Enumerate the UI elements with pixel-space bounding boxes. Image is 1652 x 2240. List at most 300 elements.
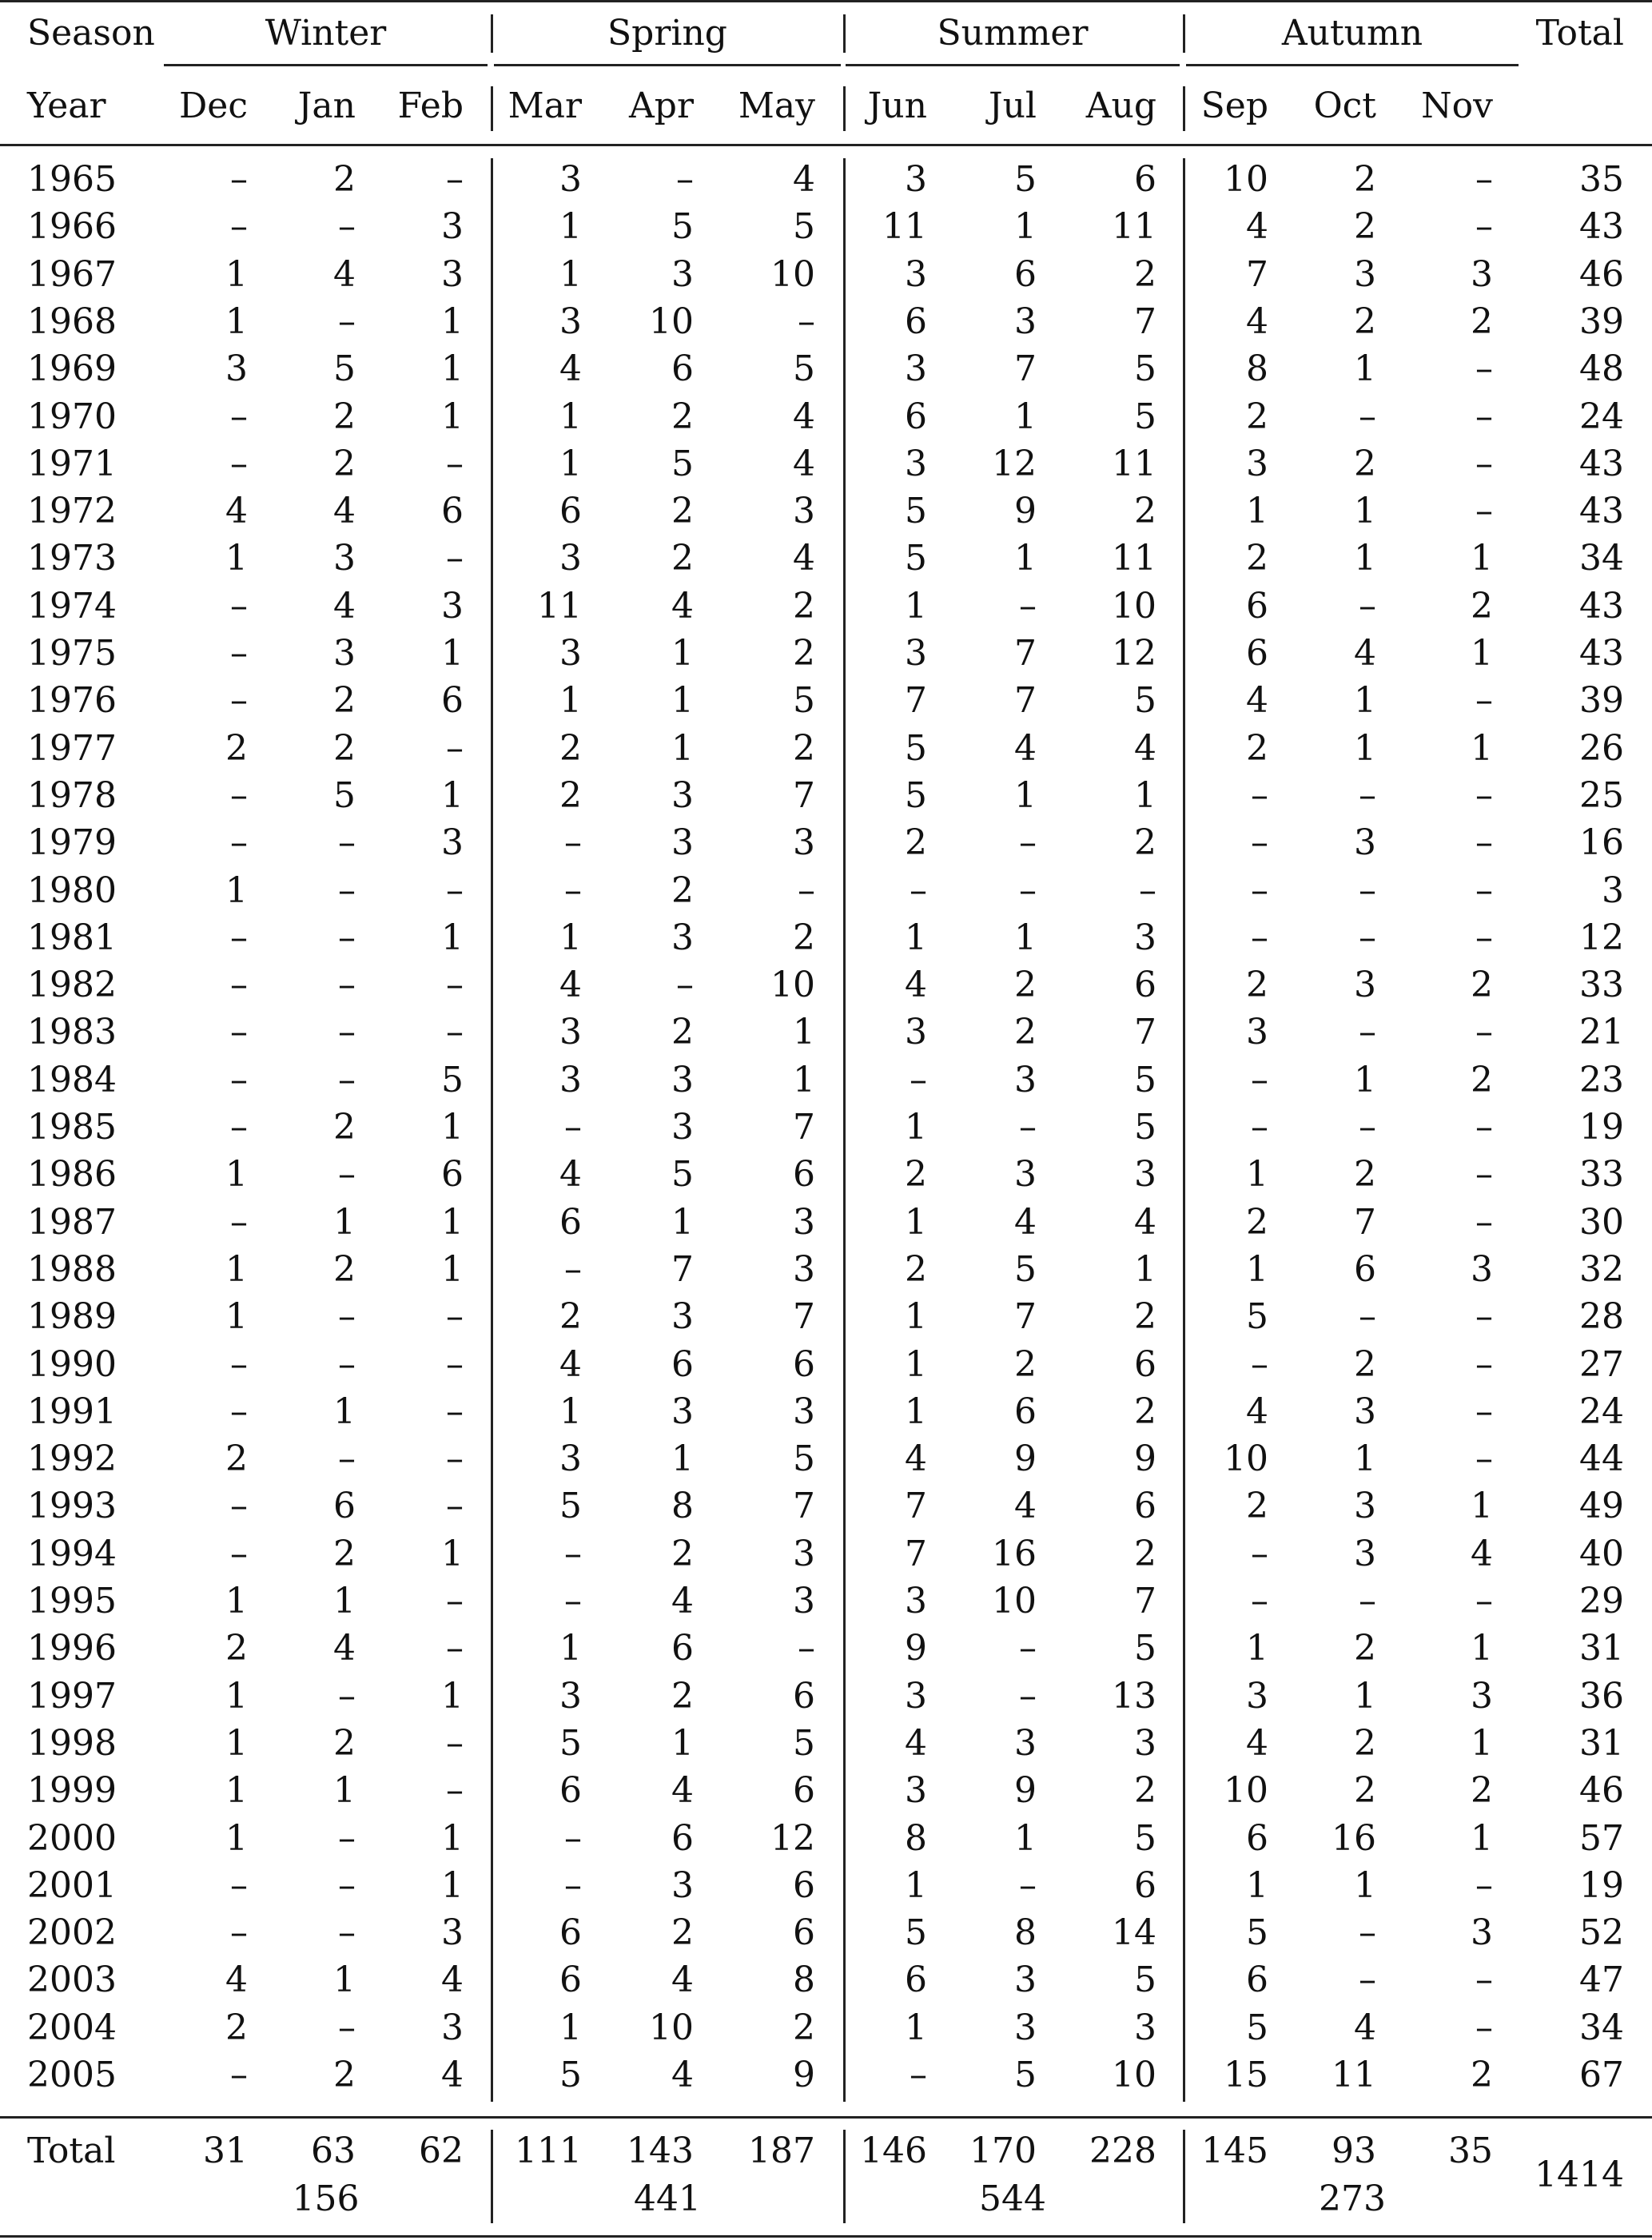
table-cell: 6 <box>671 1344 694 1385</box>
table-cell: 1 <box>905 917 927 958</box>
table-cell: 3 <box>559 1676 582 1717</box>
table-cell: – <box>230 1202 248 1243</box>
table-cell: 3 <box>1134 2007 1156 2048</box>
row-total: 28 <box>1579 1296 1624 1337</box>
table-cell: 4 <box>1014 1486 1037 1526</box>
table-cell: – <box>798 870 815 911</box>
table-cell: 10 <box>1112 2055 1156 2095</box>
table-cell: 1 <box>1354 1060 1376 1100</box>
row-year: 1966 <box>27 206 117 247</box>
table-cell: 2 <box>1354 301 1376 342</box>
table-cell: 3 <box>1014 1960 1037 2000</box>
row-total: 39 <box>1579 301 1624 342</box>
table-cell: 1 <box>671 633 694 674</box>
table-cell: 8 <box>793 1960 815 2000</box>
table-cell: 1 <box>905 1296 927 1337</box>
header-rule <box>0 144 1652 146</box>
table-cell: 3 <box>1471 1912 1493 1953</box>
table-cell: – <box>230 1486 248 1526</box>
table-cell: 3 <box>905 348 927 389</box>
table-cell: – <box>1251 822 1268 863</box>
table-cell: 2 <box>1354 1628 1376 1669</box>
table-cell: – <box>1251 1060 1268 1100</box>
row-total: 33 <box>1579 1154 1624 1195</box>
season-header-summer: Summer <box>937 13 1089 54</box>
table-cell: 14 <box>1112 1912 1156 1953</box>
table-cell: 2 <box>559 728 582 769</box>
table-cell: – <box>230 633 248 674</box>
table-cell: 6 <box>1134 1486 1156 1526</box>
month-header-oct: Oct <box>1313 86 1376 126</box>
table-cell: 4 <box>225 1960 248 2000</box>
row-total: 48 <box>1579 348 1624 389</box>
table-cell: 4 <box>793 538 815 579</box>
table-cell: – <box>230 1344 248 1385</box>
table-cell: 2 <box>1354 159 1376 200</box>
table-cell: 6 <box>1134 159 1156 200</box>
table-cell: 3 <box>671 1391 694 1432</box>
table-cell: – <box>910 2055 927 2095</box>
totals-rule <box>0 2116 1652 2119</box>
row-total: 19 <box>1579 1107 1624 1148</box>
table-cell: 7 <box>1014 1296 1037 1337</box>
table-cell: – <box>1251 870 1268 911</box>
row-total: 29 <box>1579 1581 1624 1621</box>
table-cell: – <box>338 1012 356 1052</box>
table-cell: 3 <box>905 444 927 484</box>
table-cell: 2 <box>793 586 815 627</box>
table-cell: 4 <box>333 1628 356 1669</box>
table-cell: 1 <box>905 1107 927 1148</box>
table-cell: 5 <box>671 444 694 484</box>
table-cell: 4 <box>1246 301 1268 342</box>
table-cell: 15 <box>1224 2055 1268 2095</box>
table-cell: – <box>446 1391 464 1432</box>
table-cell: 7 <box>671 1249 694 1290</box>
season-underline-1 <box>164 64 488 66</box>
table-cell: 1 <box>441 1818 464 1859</box>
month-header-feb: Feb <box>397 86 464 126</box>
table-cell: 3 <box>905 254 927 295</box>
table-cell: 4 <box>333 491 356 531</box>
table-cell: 2 <box>1354 444 1376 484</box>
table-cell: – <box>1475 1344 1493 1385</box>
row-year: 1990 <box>27 1344 117 1385</box>
row-total: 43 <box>1579 206 1624 247</box>
row-year: 2000 <box>27 1818 117 1859</box>
row-total: 46 <box>1579 254 1624 295</box>
row-year: 1986 <box>27 1154 117 1195</box>
table-cell: 9 <box>905 1628 927 1669</box>
table-cell: 3 <box>441 586 464 627</box>
table-cell: 2 <box>671 538 694 579</box>
table-cell: 2 <box>1471 1770 1493 1811</box>
table-cell: 4 <box>671 1770 694 1811</box>
row-year: 1998 <box>27 1723 117 1764</box>
table-cell: 6 <box>559 1770 582 1811</box>
table-cell: – <box>1359 1960 1376 2000</box>
table-cell: 3 <box>1354 965 1376 1005</box>
table-cell: 3 <box>559 159 582 200</box>
table-cell: 6 <box>1014 1391 1037 1432</box>
table-cell: 2 <box>225 2007 248 2048</box>
table-cell: 1 <box>671 728 694 769</box>
row-year: 1980 <box>27 870 117 911</box>
table-cell: 1 <box>441 1676 464 1717</box>
table-cell: 4 <box>1354 2007 1376 2048</box>
table-cell: – <box>230 822 248 863</box>
table-cell: 1 <box>1471 1486 1493 1526</box>
month-total: 63 <box>311 2131 356 2171</box>
table-cell: 7 <box>1134 1581 1156 1621</box>
month-header-apr: Apr <box>629 86 694 126</box>
table-cell: 2 <box>1014 965 1037 1005</box>
table-cell: 1 <box>559 444 582 484</box>
table-cell: 6 <box>1246 633 1268 674</box>
season-separator-header-3 <box>1183 14 1185 53</box>
table-cell: 7 <box>1354 1202 1376 1243</box>
table-cell: – <box>1475 822 1493 863</box>
table-cell: 1 <box>793 1012 815 1052</box>
table-cell: 5 <box>559 2055 582 2095</box>
table-cell: – <box>1019 1676 1037 1717</box>
row-total: 49 <box>1579 1486 1624 1526</box>
table-cell: 5 <box>1134 1960 1156 2000</box>
table-cell: – <box>338 1438 356 1479</box>
table-cell: 3 <box>905 1770 927 1811</box>
table-cell: – <box>1475 1012 1493 1052</box>
table-cell: 1 <box>1014 396 1037 437</box>
table-cell: – <box>230 1912 248 1953</box>
table-cell: 3 <box>333 538 356 579</box>
table-cell: 3 <box>333 633 356 674</box>
table-cell: 1 <box>225 870 248 911</box>
table-cell: 5 <box>793 206 815 247</box>
row-total: 16 <box>1579 822 1624 863</box>
table-cell: 3 <box>1014 2007 1037 2048</box>
table-cell: – <box>230 444 248 484</box>
table-cell: 1 <box>333 1581 356 1621</box>
table-cell: – <box>338 1818 356 1859</box>
row-year: 2005 <box>27 2055 117 2095</box>
table-cell: 1 <box>905 1202 927 1243</box>
table-cell: 10 <box>1112 586 1156 627</box>
table-cell: – <box>446 1581 464 1621</box>
season-underline-4 <box>1186 64 1519 66</box>
table-cell: 3 <box>559 301 582 342</box>
row-year: 1972 <box>27 491 117 531</box>
row-year: 1985 <box>27 1107 117 1148</box>
table-cell: 4 <box>1354 633 1376 674</box>
table-cell: – <box>338 2007 356 2048</box>
table-cell: 2 <box>1134 1296 1156 1337</box>
table-cell: 1 <box>1354 348 1376 389</box>
table-cell: 5 <box>793 680 815 721</box>
table-cell: 3 <box>793 1534 815 1574</box>
table-cell: 1 <box>1354 1865 1376 1906</box>
table-cell: 2 <box>225 1438 248 1479</box>
table-cell: 1 <box>1246 1628 1268 1669</box>
table-cell: 2 <box>1134 1391 1156 1432</box>
table-cell: 1 <box>559 680 582 721</box>
month-header-jul: Jul <box>988 86 1037 126</box>
table-cell: 5 <box>905 491 927 531</box>
table-cell: – <box>564 1107 582 1148</box>
table-cell: 9 <box>1014 1770 1037 1811</box>
table-cell: – <box>338 870 356 911</box>
table-cell: – <box>1475 1154 1493 1195</box>
season-total: 156 <box>292 2178 360 2219</box>
table-cell: 3 <box>1134 1723 1156 1764</box>
table-cell: 2 <box>905 822 927 863</box>
table-cell: 1 <box>441 301 464 342</box>
table-cell: 4 <box>1134 728 1156 769</box>
table-cell: 5 <box>441 1060 464 1100</box>
season-header-spring: Spring <box>607 13 727 54</box>
table-cell: 2 <box>333 444 356 484</box>
table-cell: 3 <box>441 254 464 295</box>
table-cell: – <box>230 1107 248 1148</box>
table-cell: 3 <box>671 1107 694 1148</box>
table-cell: – <box>1359 396 1376 437</box>
table-cell: – <box>564 1865 582 1906</box>
table-cell: 4 <box>1014 728 1037 769</box>
row-total: 34 <box>1579 2007 1624 2048</box>
table-cell: 2 <box>1014 1344 1037 1385</box>
table-cell: 3 <box>441 206 464 247</box>
table-cell: 2 <box>333 1534 356 1574</box>
table-cell: 6 <box>905 396 927 437</box>
row-year: 1999 <box>27 1770 117 1811</box>
table-cell: 10 <box>649 301 694 342</box>
table-cell: 6 <box>1134 1344 1156 1385</box>
table-cell: 1 <box>671 1202 694 1243</box>
table-cell: 1 <box>441 1107 464 1148</box>
table-cell: 6 <box>559 1202 582 1243</box>
table-cell: – <box>230 1865 248 1906</box>
table-cell: 2 <box>1134 822 1156 863</box>
table-cell: – <box>230 2055 248 2095</box>
season-total: 544 <box>979 2178 1046 2219</box>
table-cell: 2 <box>1134 1534 1156 1574</box>
bottom-rule <box>0 2235 1652 2238</box>
row-total: 43 <box>1579 633 1624 674</box>
row-total: 31 <box>1579 1723 1624 1764</box>
row-year: 2001 <box>27 1865 117 1906</box>
row-total: 26 <box>1579 728 1624 769</box>
month-total: 146 <box>860 2131 927 2171</box>
table-cell: 3 <box>905 1676 927 1717</box>
table-cell: – <box>1251 1581 1268 1621</box>
table-cell: – <box>1359 1012 1376 1052</box>
table-cell: 3 <box>1354 254 1376 295</box>
table-cell: 4 <box>1134 1202 1156 1243</box>
season-header-winter: Winter <box>265 13 387 54</box>
table-cell: 10 <box>992 1581 1037 1621</box>
row-total: 44 <box>1579 1438 1624 1479</box>
table-cell: – <box>338 1912 356 1953</box>
table-cell: 1 <box>559 1391 582 1432</box>
season-underline-2 <box>494 64 841 66</box>
table-cell: 3 <box>559 1060 582 1100</box>
table-cell: 2 <box>1471 965 1493 1005</box>
table-cell: 7 <box>1134 301 1156 342</box>
month-header-dec: Dec <box>179 86 248 126</box>
table-cell: 2 <box>671 491 694 531</box>
table-cell: 4 <box>1014 1202 1037 1243</box>
table-cell: 2 <box>333 159 356 200</box>
month-header-jun: Jun <box>867 86 927 126</box>
table-cell: 3 <box>1246 1676 1268 1717</box>
row-year: 1965 <box>27 159 117 200</box>
table-cell: 4 <box>1246 680 1268 721</box>
table-cell: 3 <box>1134 1154 1156 1195</box>
table-cell: 5 <box>793 1438 815 1479</box>
table-cell: 2 <box>671 1676 694 1717</box>
table-cell: 4 <box>671 1960 694 2000</box>
table-cell: 1 <box>1471 728 1493 769</box>
table-cell: 2 <box>905 1154 927 1195</box>
table-cell: 2 <box>333 1723 356 1764</box>
table-cell: 3 <box>1354 822 1376 863</box>
table-cell: – <box>1475 870 1493 911</box>
table-cell: 1 <box>1014 917 1037 958</box>
table-cell: 7 <box>793 1486 815 1526</box>
table-cell: – <box>338 1344 356 1385</box>
table-cell: 6 <box>793 1912 815 1953</box>
table-cell: – <box>910 870 927 911</box>
table-cell: 1 <box>1471 1818 1493 1859</box>
table-cell: 1 <box>225 1154 248 1195</box>
table-cell: 5 <box>333 348 356 389</box>
table-cell: 10 <box>1224 1438 1268 1479</box>
table-cell: 7 <box>1014 680 1037 721</box>
row-year: 1978 <box>27 775 117 816</box>
table-cell: 3 <box>559 1012 582 1052</box>
table-cell: – <box>1475 206 1493 247</box>
table-cell: 6 <box>1246 586 1268 627</box>
table-cell: 4 <box>1246 206 1268 247</box>
row-year: 1994 <box>27 1534 117 1574</box>
season-underline-3 <box>846 64 1180 66</box>
table-cell: 2 <box>793 2007 815 2048</box>
table-cell: 1 <box>1471 538 1493 579</box>
table-cell: – <box>338 206 356 247</box>
table-cell: 2 <box>559 775 582 816</box>
table-cell: 2 <box>333 1249 356 1290</box>
table-cell: 3 <box>559 1438 582 1479</box>
table-cell: 6 <box>441 680 464 721</box>
table-cell: 6 <box>793 1865 815 1906</box>
row-total: 57 <box>1579 1818 1624 1859</box>
table-cell: 5 <box>1014 1249 1037 1290</box>
table-cell: 4 <box>559 1344 582 1385</box>
table-cell: – <box>1475 1107 1493 1148</box>
table-cell: 3 <box>793 491 815 531</box>
table-cell: 4 <box>1246 1723 1268 1764</box>
row-year: 1975 <box>27 633 117 674</box>
table-cell: 5 <box>1014 2055 1037 2095</box>
table-cell: 16 <box>1332 1818 1376 1859</box>
table-cell: 2 <box>333 680 356 721</box>
row-year: 1993 <box>27 1486 117 1526</box>
year-column-label: Year <box>27 86 106 126</box>
table-cell: – <box>230 1391 248 1432</box>
table-cell: 1 <box>1134 775 1156 816</box>
table-cell: 10 <box>1224 159 1268 200</box>
row-total: 47 <box>1579 1960 1624 2000</box>
table-cell: 1 <box>1246 1249 1268 1290</box>
table-cell: 9 <box>1134 1438 1156 1479</box>
season-separator-header-2 <box>843 14 846 53</box>
row-year: 2003 <box>27 1960 117 2000</box>
table-cell: – <box>338 1154 356 1195</box>
table-cell: 5 <box>1246 1296 1268 1337</box>
table-cell: – <box>338 1676 356 1717</box>
table-cell: 1 <box>1354 1438 1376 1479</box>
table-cell: 9 <box>1014 491 1037 531</box>
table-cell: – <box>1475 1391 1493 1432</box>
table-cell: 2 <box>1354 1770 1376 1811</box>
table-cell: 5 <box>1134 1818 1156 1859</box>
table-cell: – <box>230 917 248 958</box>
month-header-jan: Jan <box>297 86 356 126</box>
row-year: 1996 <box>27 1628 117 1669</box>
month-total: 228 <box>1089 2131 1156 2171</box>
row-year: 1984 <box>27 1060 117 1100</box>
table-cell: 5 <box>905 728 927 769</box>
table-cell: 5 <box>671 206 694 247</box>
table-cell: 5 <box>559 1486 582 1526</box>
table-cell: 4 <box>905 1723 927 1764</box>
table-cell: 1 <box>793 1060 815 1100</box>
table-cell: 2 <box>225 728 248 769</box>
table-cell: – <box>446 444 464 484</box>
table-cell: 6 <box>671 1818 694 1859</box>
table-cell: 1 <box>559 917 582 958</box>
table-cell: 1 <box>671 1723 694 1764</box>
row-total: 3 <box>1602 870 1624 911</box>
table-cell: – <box>1475 444 1493 484</box>
table-cell: 1 <box>559 254 582 295</box>
table-cell: – <box>1475 2007 1493 2048</box>
table-cell: 1 <box>1246 1865 1268 1906</box>
table-cell: 6 <box>905 1960 927 2000</box>
table-cell: 2 <box>1471 301 1493 342</box>
row-total: 24 <box>1579 396 1624 437</box>
table-cell: – <box>798 1628 815 1669</box>
table-cell: 4 <box>671 1581 694 1621</box>
table-cell: 3 <box>1134 917 1156 958</box>
row-total: 32 <box>1579 1249 1624 1290</box>
table-cell: – <box>798 301 815 342</box>
table-cell: 7 <box>905 1534 927 1574</box>
table-cell: 4 <box>559 348 582 389</box>
table-cell: 16 <box>992 1534 1037 1574</box>
month-total: 62 <box>419 2131 464 2171</box>
table-cell: 7 <box>1014 633 1037 674</box>
table-cell: 3 <box>1354 1391 1376 1432</box>
month-total: 31 <box>203 2131 248 2171</box>
table-cell: 7 <box>905 1486 927 1526</box>
table-cell: 3 <box>905 1581 927 1621</box>
table-cell: 6 <box>671 348 694 389</box>
table-cell: 3 <box>671 822 694 863</box>
table-cell: 3 <box>671 775 694 816</box>
table-cell: – <box>1019 1628 1037 1669</box>
row-total: 34 <box>1579 538 1624 579</box>
table-cell: 1 <box>333 1202 356 1243</box>
